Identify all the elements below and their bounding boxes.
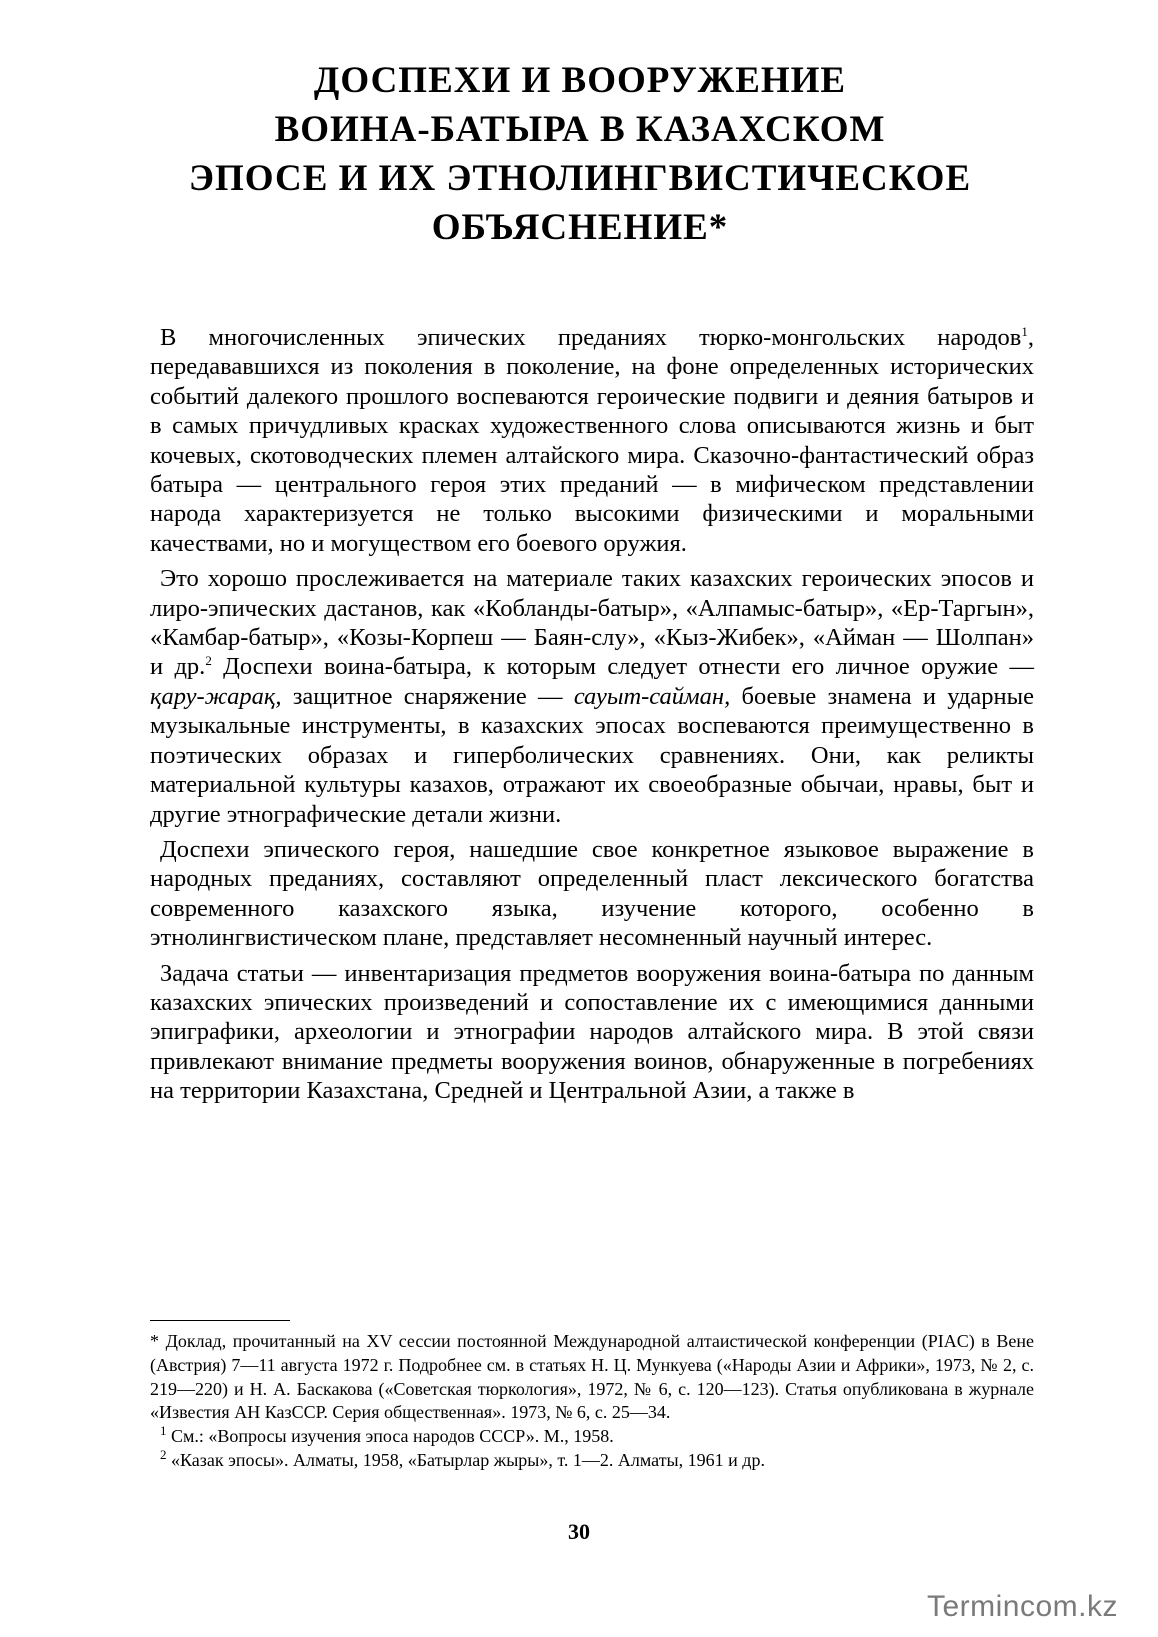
article-body (150, 323, 1034, 1112)
footnote-ref: 2 (205, 653, 212, 669)
footnote-1 (150, 1425, 1034, 1449)
footnote-mark: 2 (160, 1446, 167, 1462)
watermark: Termincom.kz (926, 1590, 1118, 1623)
paragraph: Доспехи эпического героя, нашедшие свое конкретное языковое выражение в народных преданиях, составляют определенный пласт лексического богатства современного казахского языка, изучение которого, особенно в этнолингвистическом плане, представляет несомненный научный интерес. (150, 835, 1034, 952)
page-title (130, 56, 1030, 252)
paragraph: Задача статьи — инвентаризация предметов вооружения воина-батыра по данным казахских эпических произведений и сопоставление их с имеющимися данными эпиграфики, археологии и этнографии народов алтайского мира. В этой связи привлекают внимание предметы вооружения воинов, обнаруженные в погребениях на территории Казахстана, Средней и Центральной Азии, а также в (150, 959, 1034, 1105)
footnote-2 (150, 1446, 1034, 1473)
title-line: ОБЪЯСНЕНИЕ* (431, 207, 729, 248)
paragraph-text: боевые знамена и ударные музыкальные инструменты, в казахских эпосах воспеваются преимущественно в поэтических образах и гиперболических сравнениях. Они, как реликты материальной культуры казахов, отражают их своеобразные обычаи, нравы, быт и другие этнографические детали жизни. (150, 682, 1034, 828)
paragraph (150, 564, 1034, 829)
paragraph-text: , передававшихся из поколения в поколение, на фоне определенных исторических событий далекого прошлого воспеваются героические подвиги и деяния батыров и в самых причудливых красках художественного слова описываются жизнь и быт кочевых, скотоводческих племен алтайского мира. Сказочно-фантастический образ батыра — центрального героя этих преданий — в мифическом представлении народа характеризуется не только высокими физическими и моральными качествами, но и могуществом его боевого оружия. (150, 324, 1034, 557)
title-line: ЭПОСЕ И ИХ ЭТНОЛИНГВИСТИЧЕСКОЕ (188, 158, 972, 199)
footnote-divider (150, 1320, 290, 1321)
footnote-text: См.: «Вопросы изучения эпоса народов СССР». М., 1958. (166, 1426, 614, 1447)
paragraph (150, 323, 1034, 558)
paragraph-text: В многочисленных эпических преданиях тюрко-монгольских народов (160, 324, 1022, 351)
paragraph-text: Доспехи воина-батыра, к которым следует отнести его личное оружие — (211, 653, 1034, 681)
footnotes (150, 1330, 1034, 1473)
footnote-text: «Казак эпосы». Алматы, 1958, «Батырлар жыры», т. 1—2. Алматы, 1961 и др. (166, 1449, 765, 1470)
title-line: ВОИНА-БАТЫРА В КАЗАХСКОМ (274, 109, 886, 150)
footnote-ref: 1 (1021, 323, 1028, 339)
title-line: ДОСПЕХИ И ВООРУЖЕНИЕ (313, 60, 847, 101)
paragraph-text: Это хорошо прослеживается на материале таких казахских героических эпосов и лиро-эпических дастанов, как «Кобланды-батыр», «Алпамыс-батыр», «Ер-Таргын», «Камбар-батыр», «Козы-Корпеш — Баян-слу», «Кыз-Жибек», «Айман — Шолпан» и др. (150, 565, 1034, 681)
italic-term: сауыт-сайман, (573, 682, 731, 710)
italic-term: қару-жарақ, (150, 682, 282, 710)
page-number: 30 (568, 1519, 590, 1544)
footnote-mark: 1 (160, 1423, 167, 1439)
paragraph-text: защитное снаряжение — (281, 682, 574, 710)
footnote-star: * Доклад, прочитанный на XV сессии постоянной Международной алтаистической конференции (PIAC) в Вене (Австрия) 7—11 августа 1972 г. Подробнее см. в статьях Н. Ц. Мункуева («Народы Азии и Африки», 1973, № 2, с. 219—220) и Н. А. Баскакова («Советская тюркология», 1972, № 6, с. 120—123). Статья опубликована в журнале «Известия АН КазССР. Серия общественная». 1973, № 6, с. 25—34. (150, 1331, 1034, 1423)
